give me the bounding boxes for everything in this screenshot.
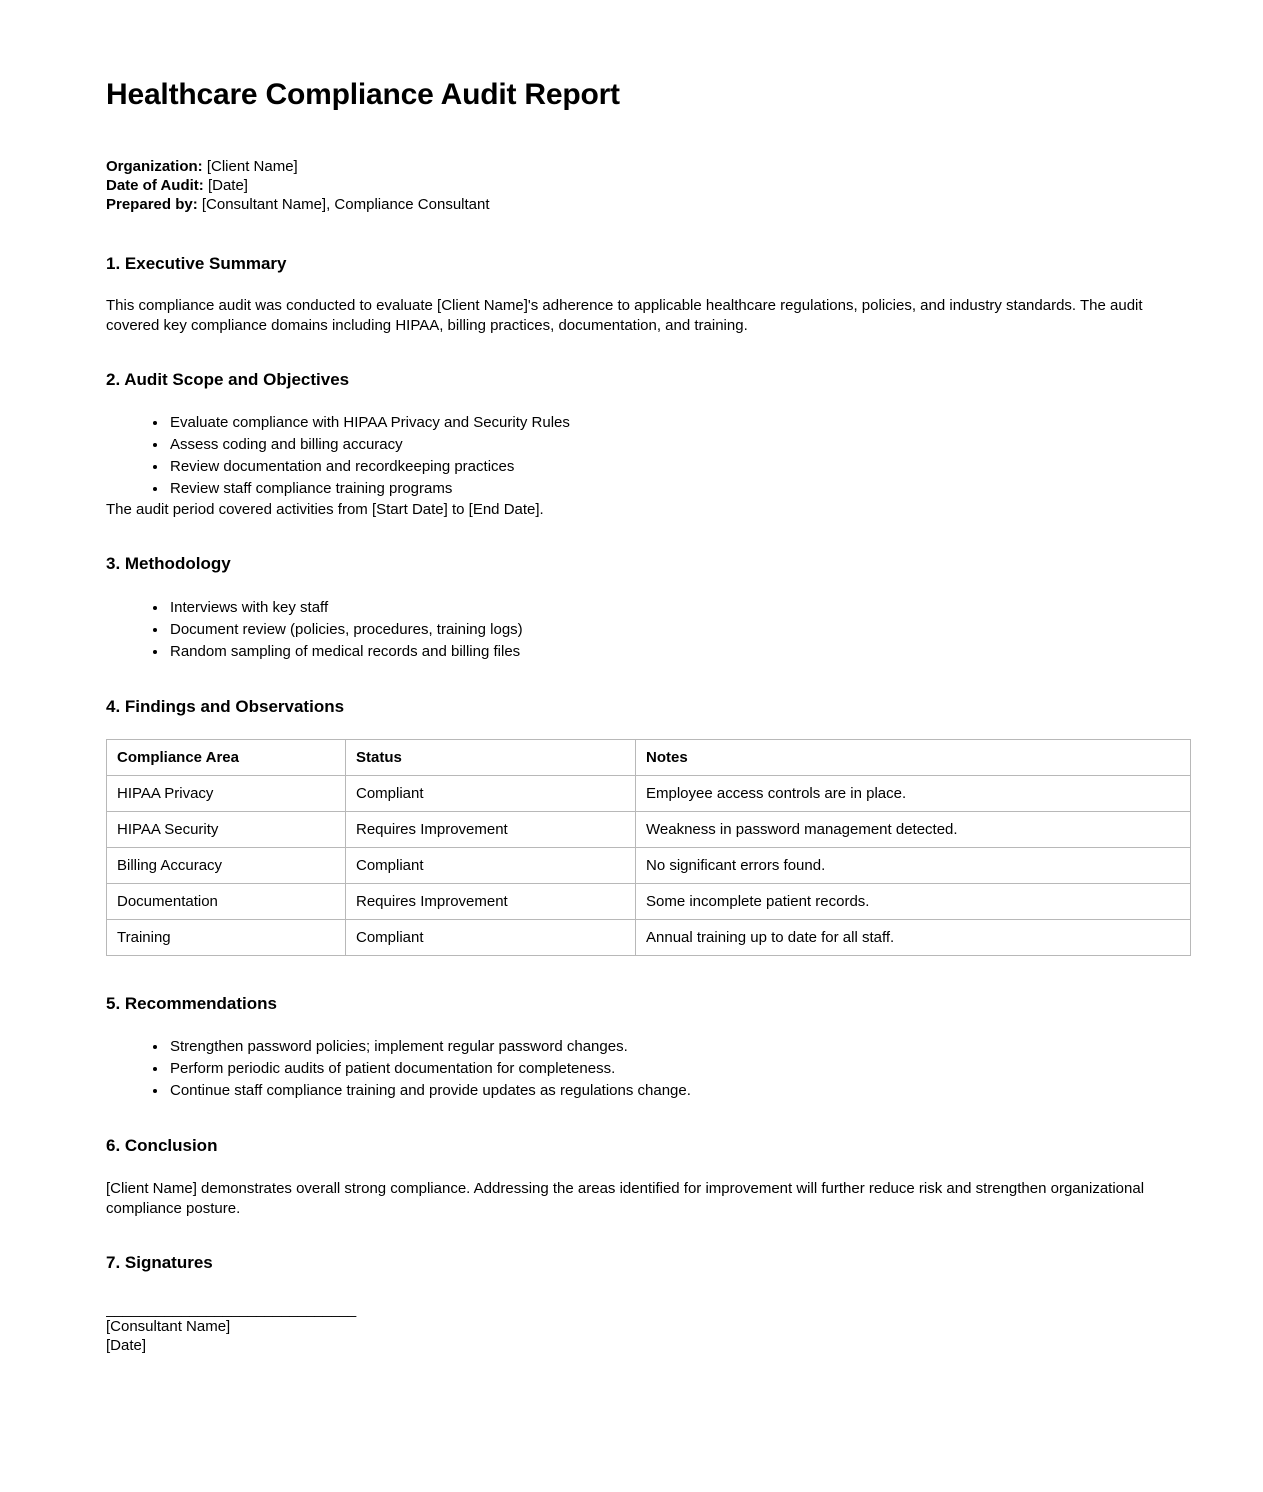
- signature-block: [106, 1303, 1157, 1355]
- cell-compliance-area: HIPAA Security: [107, 812, 346, 848]
- metadata-organization-value: [Client Name]: [206, 157, 298, 175]
- table-row: [107, 776, 1191, 812]
- cell-notes: Employee access controls are in place.: [636, 776, 1191, 812]
- findings-table: [106, 739, 1191, 956]
- cell-notes: Annual training up to date for all staff.: [636, 920, 1191, 956]
- cell-compliance-area: Billing Accuracy: [107, 848, 346, 884]
- list-item: • Interviews with key staff: [168, 597, 1157, 619]
- metadata-prepared-by: [106, 195, 1157, 214]
- executive-summary-paragraph: This compliance audit was conducted to evaluate [Client Name]'s adherence to applicable healthcare regulations, policies, and industry standards. The audit covered key compliance domains including HIPAA, billing practices, documentation, and training.: [106, 296, 1143, 334]
- table-row: [107, 920, 1191, 956]
- document-metadata: [106, 157, 1157, 214]
- recommendations-list: [106, 1036, 1157, 1102]
- cell-compliance-area: HIPAA Privacy: [107, 776, 346, 812]
- metadata-date-of-audit-label: Date of Audit:: [106, 176, 204, 194]
- metadata-prepared-by-label: Prepared by:: [106, 195, 198, 213]
- list-item: • Perform periodic audits of patient documentation for completeness.: [168, 1058, 1157, 1080]
- column-header-status: Status: [346, 740, 636, 776]
- section-heading-conclusion: 6. Conclusion: [106, 1136, 218, 1156]
- section-conclusion: [106, 1136, 1157, 1218]
- section-signatures: [106, 1253, 1157, 1355]
- audit-scope-list: [106, 412, 1157, 500]
- list-item: • Continue staff compliance training and provide updates as regulations change.: [168, 1080, 1157, 1102]
- list-item: • Review documentation and recordkeeping practices: [168, 456, 1157, 478]
- section-recommendations: [106, 994, 1157, 1102]
- section-heading-methodology: 3. Methodology: [106, 554, 231, 574]
- list-item: • Evaluate compliance with HIPAA Privacy and Security Rules: [168, 412, 1157, 434]
- table-row: [107, 884, 1191, 920]
- conclusion-paragraph: [Client Name] demonstrates overall strong compliance. Addressing the areas identified for improvement will further reduce risk and strengthen organizational compliance posture.: [106, 1179, 1145, 1217]
- section-heading-recommendations: 5. Recommendations: [106, 994, 277, 1014]
- cell-notes: Weakness in password management detected.: [636, 812, 1191, 848]
- table-row: [107, 812, 1191, 848]
- cell-status: Compliant: [346, 776, 636, 812]
- methodology-list: [106, 597, 1157, 663]
- metadata-prepared-by-value: [Consultant Name], Compliance Consultant: [201, 195, 490, 213]
- list-item: • Review staff compliance training programs: [168, 478, 1157, 500]
- audit-period-text: The audit period covered activities from [Start Date] to [End Date].: [106, 501, 544, 519]
- metadata-organization: [106, 157, 1157, 176]
- column-header-compliance-area: Compliance Area: [107, 740, 346, 776]
- list-item: • Random sampling of medical records and billing files: [168, 641, 1157, 663]
- cell-status: Requires Improvement: [346, 812, 636, 848]
- metadata-date-of-audit: [106, 176, 1157, 195]
- signature-line: ______________________________: [106, 1303, 357, 1318]
- section-heading-audit-scope: 2. Audit Scope and Objectives: [106, 369, 350, 389]
- signature-date: [Date]: [106, 1337, 147, 1355]
- section-audit-scope: [106, 370, 1157, 520]
- page-title: Healthcare Compliance Audit Report: [106, 78, 620, 111]
- list-item: • Assess coding and billing accuracy: [168, 434, 1157, 456]
- section-heading-executive-summary: 1. Executive Summary: [106, 253, 287, 273]
- cell-status: Requires Improvement: [346, 884, 636, 920]
- section-heading-findings: 4. Findings and Observations: [106, 696, 345, 716]
- findings-table-body: [107, 776, 1191, 956]
- cell-compliance-area: Documentation: [107, 884, 346, 920]
- findings-table-head: [107, 740, 1191, 776]
- list-item: • Document review (policies, procedures, training logs): [168, 619, 1157, 641]
- metadata-date-of-audit-value: [Date]: [207, 176, 248, 194]
- metadata-organization-label: Organization:: [106, 157, 203, 175]
- cell-compliance-area: Training: [107, 920, 346, 956]
- cell-notes: No significant errors found.: [636, 848, 1191, 884]
- section-heading-signatures: 7. Signatures: [106, 1252, 213, 1272]
- cell-status: Compliant: [346, 920, 636, 956]
- column-header-notes: Notes: [636, 740, 1191, 776]
- table-header-row: [107, 740, 1191, 776]
- signature-consultant-name: [Consultant Name]: [106, 1318, 231, 1336]
- table-row: [107, 848, 1191, 884]
- cell-status: Compliant: [346, 848, 636, 884]
- section-findings: [106, 697, 1157, 956]
- cell-notes: Some incomplete patient records.: [636, 884, 1191, 920]
- section-executive-summary: [106, 254, 1157, 336]
- list-item: • Strengthen password policies; implement regular password changes.: [168, 1036, 1157, 1058]
- section-methodology: [106, 554, 1157, 662]
